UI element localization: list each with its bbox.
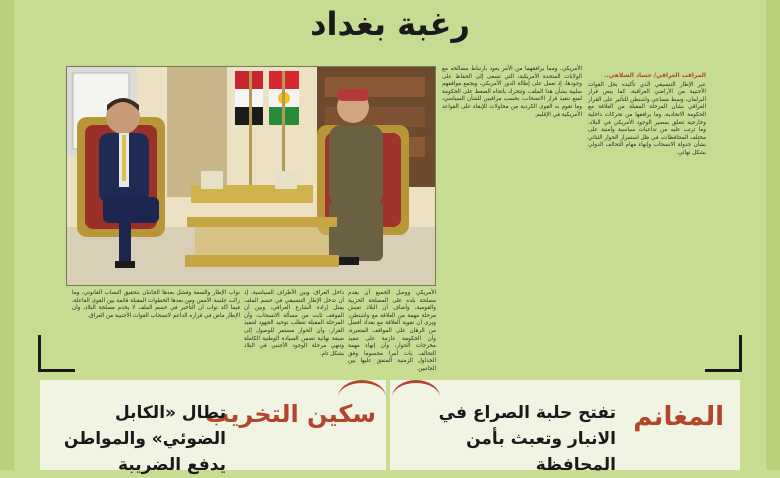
right-margin-strip	[766, 0, 780, 470]
story-headline: تفتح حلبة الصراع في الانبار وتعبث بأمن المحافظة	[438, 403, 616, 475]
article-column-4	[244, 290, 344, 360]
column-text: الأمريكي، ومما يرافقهما من الأمر يعود بارتباط مصالحه مع الولايات المتحدة الأمريكية، التي تسعى إلى الحفاظ على وجودها، إذ تعمل على إطالة الدور الأمريكي، ويجمع مواقفهم سلبية بشأن هذا الملف، وتتحرك باتجاه الضغط على الحكومة لمنع تنفيذ قرار الانسحاب، بحسب مراقبين للشأن السياسي، وما تقوم به القوى الكردية من محاولات للإبقاء على القواعد الأمريكية في الإقليم.	[442, 66, 582, 118]
story-headline: تطال «الكابل الضوئي» والمواطن يدفع الضريبة	[63, 403, 226, 475]
corner-bracket-right	[705, 335, 742, 372]
article-byline: المراقب العراقي/ حساد الشلاهي..	[604, 72, 706, 79]
column-text: عبر الإطار التنسيقي الذي تأكيده بحل القوات الأجنبية من الأراضي العراقية، كما ينص قرار البرلمان، وسط مساعي واشنطن للتأثير على القرار العراقي بشأن المرحلة المقبلة من العلاقة مع الحكومة الاتحادية، وما يرافقها من تحركات داخلية وخارجية تتعلق بمصير الوجود الأمريكي في البلاد، وما ترتب عليه من تداعيات سياسية وأمنية على مختلف المحافظات، في ظل استمرار الحوار الثنائي بشأن جدولة الانسحاب وإنهاء مهام التحالف الدولي بشكل نهائي.	[588, 81, 706, 156]
article-photo	[66, 66, 436, 286]
story-tag: المغانم	[633, 402, 724, 432]
decorative-arc-left	[338, 380, 386, 415]
meeting-photo-illustration	[67, 67, 435, 285]
article-headline: رغبة بغداد	[310, 5, 470, 43]
story-tag: سكين التخريب	[205, 400, 376, 428]
left-margin-strip	[0, 0, 14, 470]
decorative-arc-right	[392, 380, 440, 415]
article-column-1	[588, 72, 706, 357]
bottom-story-right[interactable]	[390, 380, 740, 475]
article-column-3	[348, 290, 436, 372]
article-column-2	[442, 66, 582, 356]
column-text: الأمريكي ووصل الجميع أن يقدم مصلحة بلده على المصلحة الحزبية والقومية، وأضاف أن البلاد تعيش مرحلة مهمة من العلاقة مع واشنطن، ويرى أن تقوية العلاقة مع بغداد أفضل من الرهان على المواقف المتغيرة، وأن الحكومة عازمة على تنفيذ مخرجات الحوار، وأن إنهاء مهمة التحالف بات أمرا محسوما وفق الجداول الزمنية المتفق عليها بين الجانبين.	[348, 290, 436, 372]
corner-bracket-left	[38, 335, 75, 372]
column-text: داخل العراق، وبين الأطراف السياسية، إذ أن تدخل الإطار التنسيقي في حسم الملف يمثل إرادة الشارع العراقي، وبين أن الموقف ثابت من مسألة الانسحاب، وأن المرحلة المقبلة تتطلب توحيد الجهود لتنفيذ القرار، وأن الحوار مستمر للوصول إلى صيغة نهائية تضمن السيادة الوطنية الكاملة وتنهي مرحلة الوجود الأجنبي في البلاد بشكل تام.	[244, 290, 344, 357]
bottom-story-left[interactable]	[40, 380, 386, 475]
article-column-5	[72, 290, 240, 360]
column-text: نواب الإطار والسعة وفشل بعدها الجانبان بتحقيق النصاب القانوني، وما زالت جلسة الأمس ومن بعدها الخطوات المقبلة قائمة بين القوى الفاعلة، فيما أكد نواب أن التأخير في حسم الملف لا يخدم مصلحة البلاد، وأن الإطار ماض في قراره الداعم لانسحاب القوات الأجنبية من العراق.	[72, 290, 240, 319]
